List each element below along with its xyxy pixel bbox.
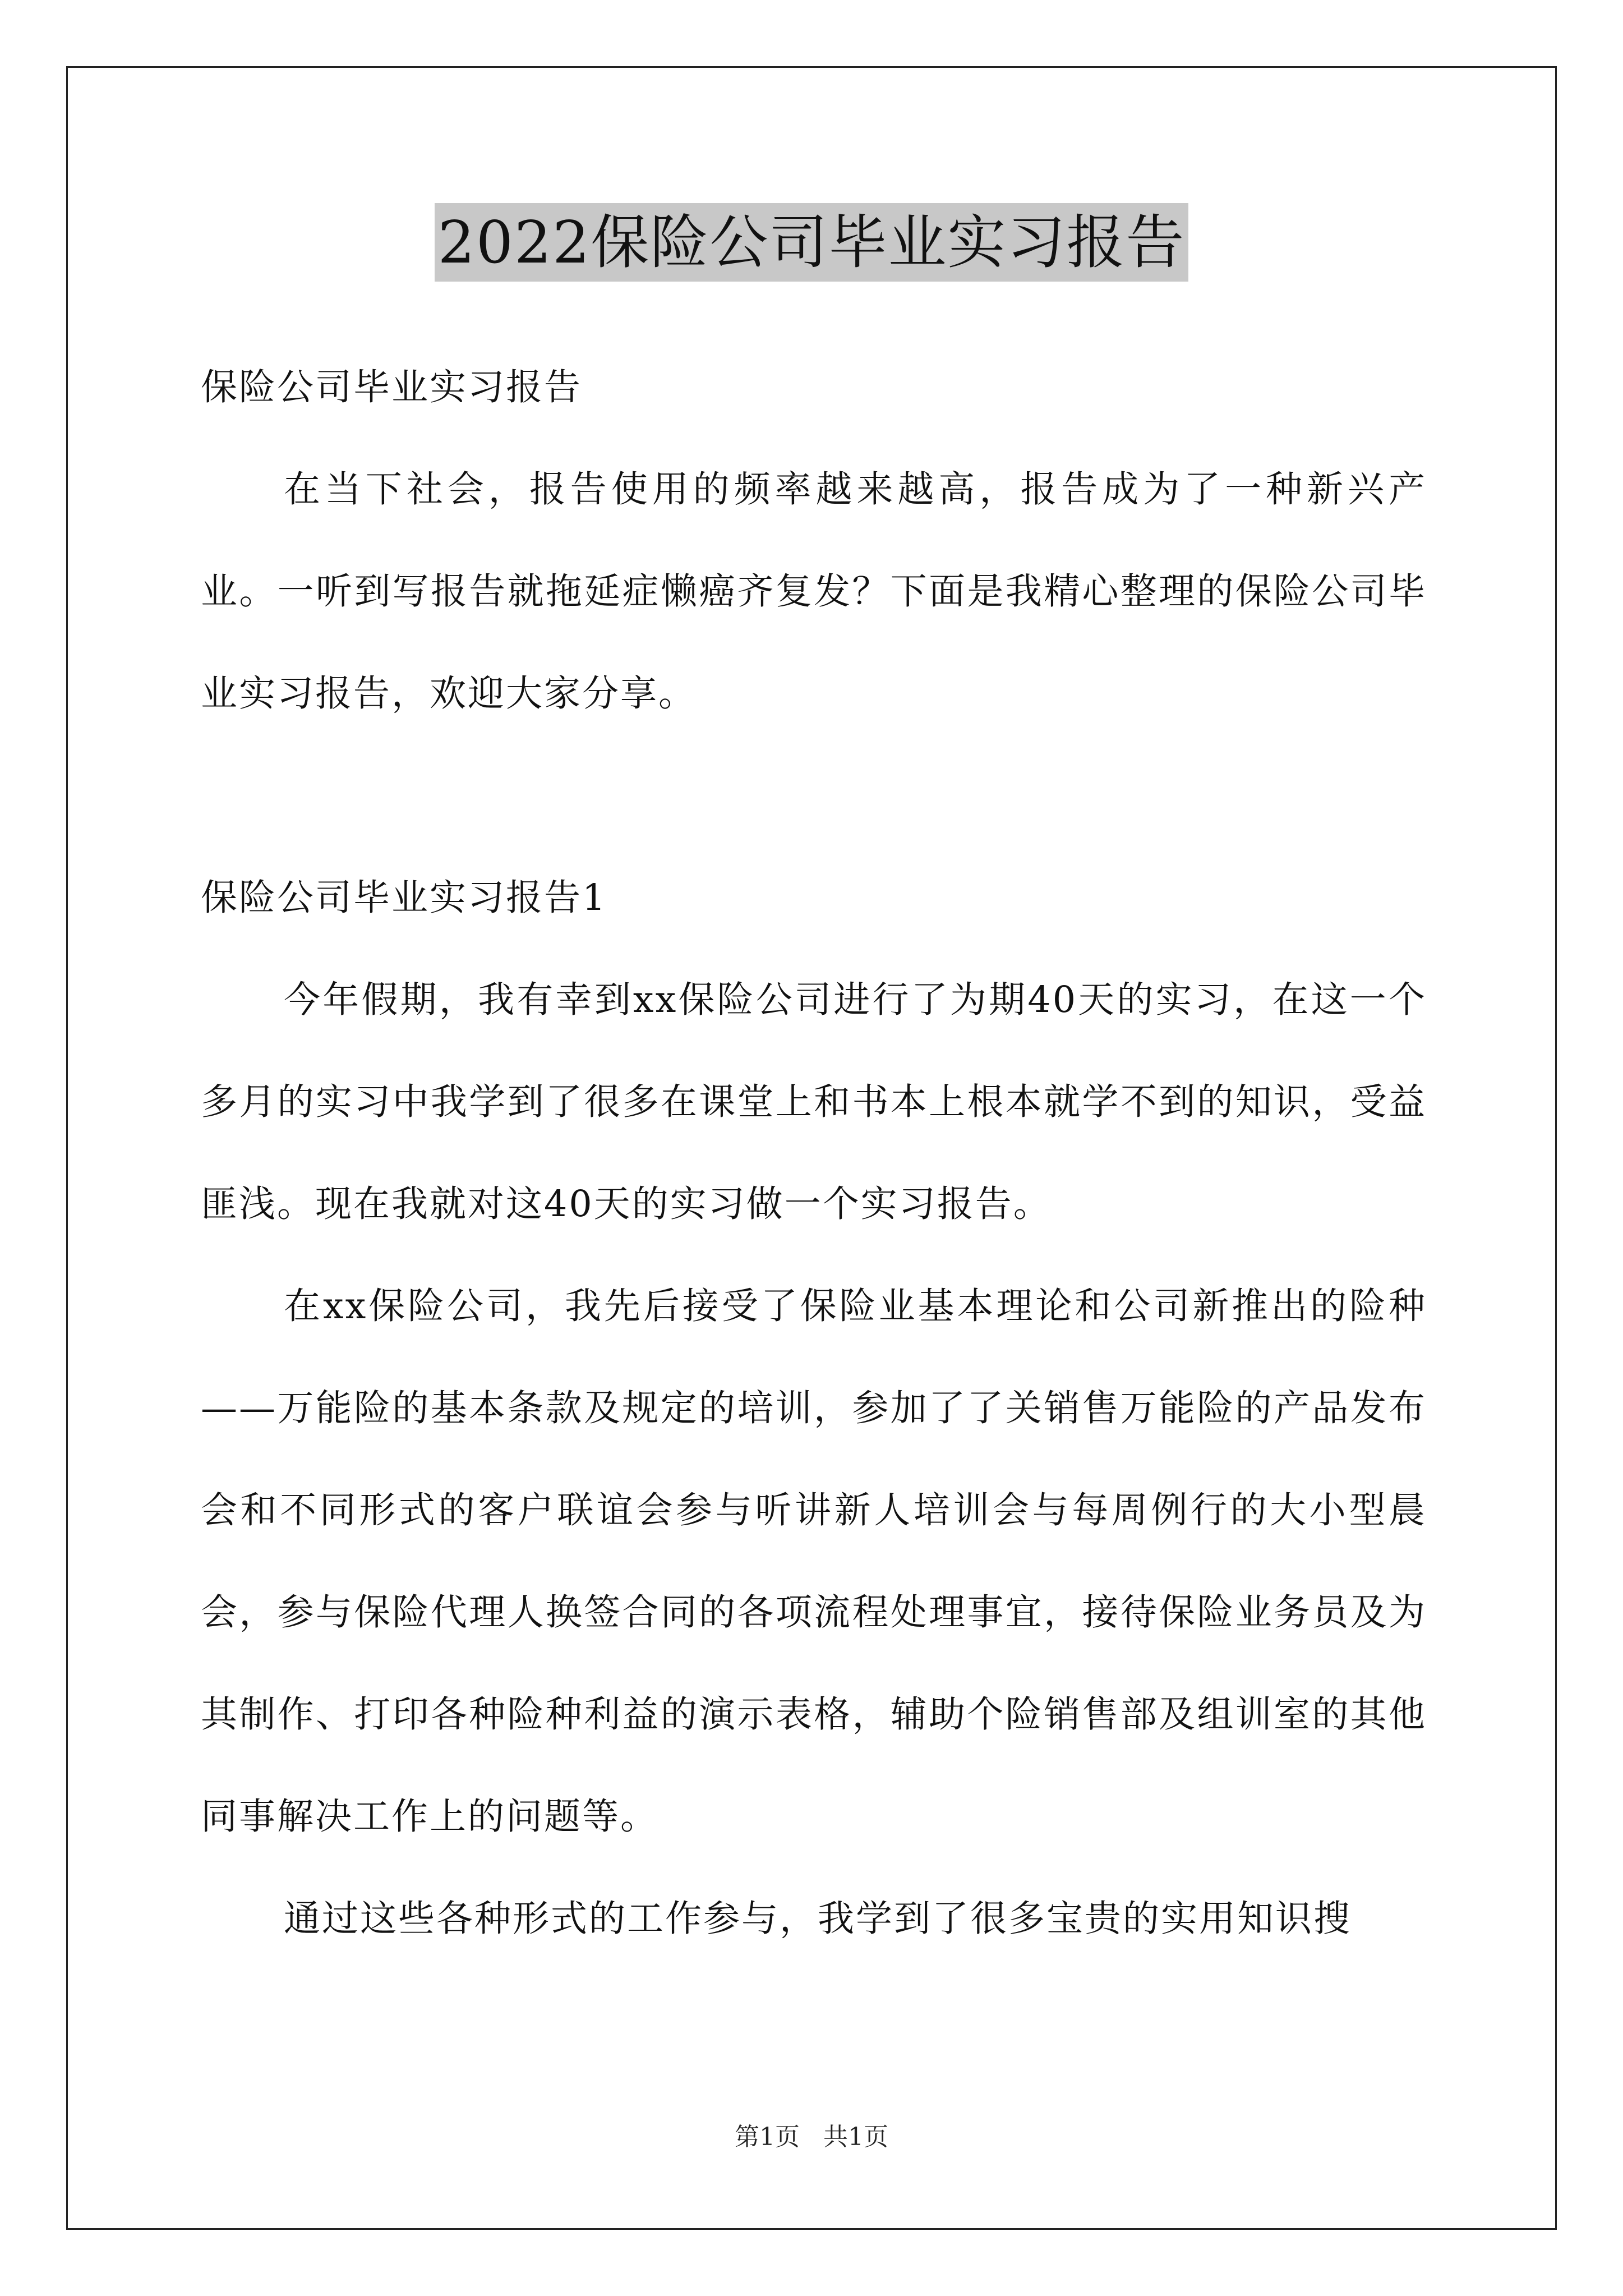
section-heading: 保险公司毕业实习报告1 <box>201 877 607 919</box>
document-title: 2022保险公司毕业实习报告 <box>435 203 1189 282</box>
page-number: 第1页 <box>735 2123 800 2151</box>
body-paragraph: 今年假期，我有幸到xx保险公司进行了为期40天的实习，在这一个多月的实习中我学到了很多在课堂上和书本上根本就学不到的知识，受益匪浅。现在我就对这40天的实习做一个实习报告。 <box>201 979 1427 1225</box>
intro-paragraph: 在当下社会，报告使用的频率越来越高，报告成为了一种新兴产业。一听到写报告就拖延症懒癌齐复发？下面是我精心整理的保险公司毕业实习报告，欢迎大家分享。 <box>201 468 1427 715</box>
page-total: 共1页 <box>823 2123 888 2151</box>
body-paragraph: 通过这些各种形式的工作参与，我学到了很多宝贵的实用知识搜 <box>284 1898 1352 1940</box>
document-subtitle: 保险公司毕业实习报告 <box>201 366 583 408</box>
document-body <box>201 337 1427 1970</box>
title-container <box>0 203 1623 282</box>
section-spacer <box>201 745 1427 847</box>
body-paragraph: 在xx保险公司，我先后接受了保险业基本理论和公司新推出的险种——万能险的基本条款及规定的培训，参加了了关销售万能险的产品发布会和不同形式的客户联谊会参与听讲新人培训会与每周例行的大小型晨会，参与保险代理人换签合同的各项流程处理事宜，接待保险业务员及为其制作、打印各种险种利益的演示表格，辅助个险销售部及组训室的其他同事解决工作上的问题等。 <box>201 1285 1427 1838</box>
page-footer <box>0 2120 1623 2154</box>
